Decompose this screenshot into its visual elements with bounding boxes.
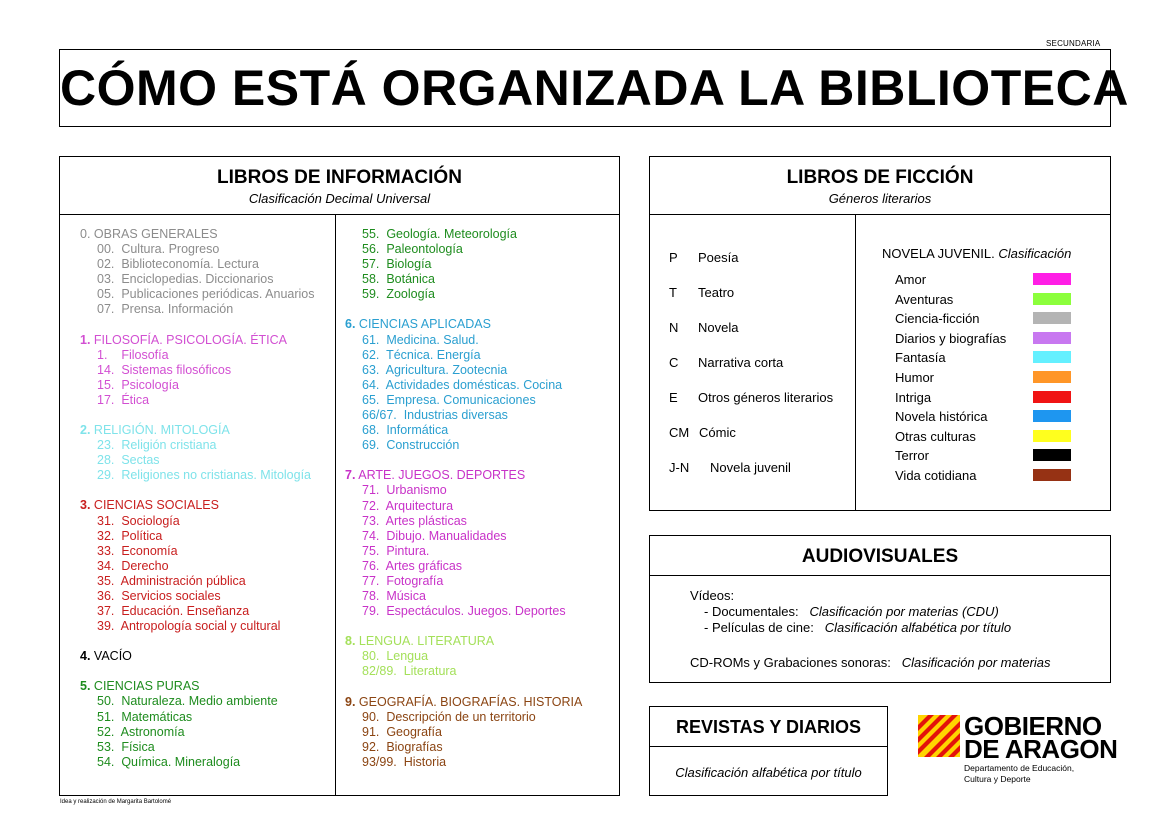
genre-item (669, 390, 833, 405)
genre-label: Narrativa corta (698, 355, 784, 370)
cdu-subcategory: 64. Actividades domésticas. Cocina (362, 377, 563, 392)
cdu-subcategory: 91. Geografía (362, 724, 442, 739)
cdu-category-label: CIENCIAS APLICADAS (358, 317, 491, 332)
group-gap (345, 680, 615, 695)
cdu-subcategory: 82/89. Literatura (362, 664, 457, 679)
cdu-category-number: 3. (80, 498, 91, 513)
genre-item (669, 285, 734, 300)
genre-item (669, 460, 791, 475)
genre-label: Otros géneros literarios (698, 390, 834, 405)
cdu-subcategory: 73. Artes plásticas (362, 513, 467, 528)
novela-type-label: Aventuras (895, 291, 954, 307)
novela-type-item (895, 368, 1075, 387)
title-box (59, 49, 1129, 127)
genre-item (669, 250, 738, 265)
group-gap (345, 619, 615, 634)
color-swatch (1033, 273, 1071, 285)
color-swatch (1033, 410, 1071, 422)
cdu-category (80, 679, 330, 694)
genre-label: Cómic (699, 425, 736, 440)
cdu-subcategory: 56. Paleontología (362, 242, 463, 257)
cdu-category (345, 634, 615, 649)
magazines-panel (649, 706, 888, 796)
cdu-subcategory: 53. Física (97, 739, 155, 754)
color-swatch (1033, 430, 1071, 442)
cdu-subcategory: 02. Biblioteconomía. Lectura (97, 257, 259, 272)
color-swatch (1033, 449, 1071, 461)
cdu-category-label: CIENCIAS SOCIALES (93, 498, 219, 513)
cdu-category (80, 498, 330, 513)
cdu-subcategory: 37. Educación. Enseñanza (97, 604, 250, 619)
novela-type-label: Intriga (895, 389, 932, 405)
cdu-subcategory: 23. Religión cristiana (97, 438, 217, 453)
cdu-category-number: 5. (80, 679, 91, 694)
cdu-subcategory: 69. Construcción (362, 438, 460, 453)
novela-type-item (895, 270, 1075, 289)
cdu-subcategory: 65. Empresa. Comunicaciones (362, 392, 536, 407)
fiction-books-panel (649, 156, 1111, 511)
cdu-category-label: OBRAS GENERALES (93, 227, 218, 241)
magazines-title: REVISTAS Y DIARIOS (675, 717, 862, 737)
cdu-subcategory: 61. Medicina. Salud. (362, 332, 479, 347)
info-books-header (60, 157, 619, 215)
novela-heading-italic: Clasificación (998, 246, 1072, 261)
cdu-subcategory: 17. Ética (97, 392, 150, 407)
fiction-books-header (650, 157, 1110, 215)
novela-type-item (895, 466, 1075, 485)
cdu-category-label: ARTE. JUEGOS. DEPORTES (358, 468, 526, 483)
cdu-subcategory: 34. Derecho (97, 558, 169, 573)
cdu-subcategory: 63. Agricultura. Zootecnia (362, 362, 508, 377)
cdu-subcategory: 50. Naturaleza. Medio ambiente (97, 694, 278, 709)
cdrom-line (690, 655, 1051, 670)
cdu-subcategory: 15. Psicología (97, 377, 179, 392)
novela-type-label: Vida cotidiana (895, 468, 977, 483)
videos-label: Vídeos: (690, 588, 735, 603)
color-swatch (1033, 293, 1071, 305)
genre-label: Novela juvenil (710, 460, 791, 475)
genre-item (669, 425, 736, 440)
cdu-subcategory: 68. Informática (362, 423, 449, 438)
cdu-subcategory: 52. Astronomía (97, 724, 185, 739)
color-swatch (1033, 469, 1071, 481)
novela-type-item (895, 309, 1075, 328)
cdu-subcategory: 00. Cultura. Progreso (97, 242, 220, 257)
cdu-subcategory: 66/67. Industrias diversas (362, 408, 508, 423)
logo-department-line2: Cultura y Deporte (964, 774, 1031, 784)
genre-item (669, 320, 738, 335)
cdu-subcategory: 54. Química. Mineralogía (97, 754, 241, 769)
genre-code: CM (669, 425, 690, 440)
cdu-subcategory: 74. Dibujo. Manualidades (362, 528, 507, 543)
cdu-category (345, 468, 615, 483)
novela-type-item (895, 388, 1075, 407)
group-gap (80, 318, 330, 333)
novela-type-label: Ciencia-ficción (895, 311, 980, 327)
logo-department-line1: Departamento de Educación, (964, 763, 1075, 773)
cdu-subcategory: 39. Antropología social y cultural (97, 619, 281, 634)
fiction-books-subtitle: Géneros literarios (828, 191, 932, 206)
cdrom-value: Clasificación por materias (901, 655, 1051, 670)
group-gap (80, 634, 330, 649)
cdu-subcategory: 07. Prensa. Información (97, 302, 234, 317)
group-gap (80, 664, 330, 679)
cdu-subcategory: 03. Enciclopedias. Diccionarios (97, 272, 274, 287)
genre-code: P (669, 250, 678, 265)
cdu-subcategory: 59. Zoología (362, 287, 435, 302)
fiction-divider (855, 215, 856, 510)
cdu-subcategory: 93/99. Historia (362, 754, 447, 769)
cdu-category-number: 7. (345, 468, 356, 483)
cdrom-label: CD-ROMs y Grabaciones sonoras: (690, 655, 891, 670)
novela-type-item (895, 446, 1075, 465)
cdu-category (80, 649, 330, 664)
column-divider (335, 215, 336, 795)
cdu-category-number: 1. (80, 332, 91, 347)
novela-type-label: Otras culturas (895, 428, 976, 444)
cdu-subcategory: 1. Filosofía (97, 347, 169, 362)
novela-type-label: Terror (895, 448, 929, 464)
color-swatch (1033, 312, 1071, 324)
cdu-category-number: 6. (345, 317, 356, 332)
group-gap (345, 302, 615, 317)
cdu-category-number: 4. (80, 649, 91, 664)
cdu-category-label: FILOSOFÍA. PSICOLOGÍA. ÉTICA (93, 332, 288, 347)
genre-code: J-N (669, 460, 690, 475)
group-gap (80, 408, 330, 423)
genre-label: Teatro (698, 285, 735, 300)
cdu-category (80, 333, 330, 348)
cdu-subcategory: 31. Sociología (97, 513, 180, 528)
cdu-category-label: GEOGRAFÍA. BIOGRAFÍAS. HISTORIA (358, 694, 583, 709)
cdu-category-label: RELIGIÓN. MITOLOGÍA (93, 423, 230, 438)
novela-heading-text: NOVELA JUVENIL. (882, 246, 995, 261)
genre-label: Novela (698, 320, 739, 335)
color-swatch (1033, 391, 1071, 403)
peliculas-line (704, 620, 1011, 635)
documentales-value: Clasificación por materias (CDU) (809, 604, 999, 619)
genre-code: N (669, 320, 679, 335)
cdu-subcategory: 51. Matemáticas (97, 709, 193, 724)
cdu-category-number: 0. (80, 227, 91, 241)
peliculas-label: - Películas de cine: (704, 620, 814, 635)
novela-type-item (895, 407, 1075, 426)
audiovisual-header (650, 536, 1110, 576)
cdu-subcategory: 29. Religiones no cristianas. Mitología (97, 468, 312, 483)
cdu-category-number: 8. (345, 634, 356, 649)
cdu-subcategory: 36. Servicios sociales (97, 588, 221, 603)
info-books-subtitle: Clasificación Decimal Universal (248, 191, 431, 206)
cdu-subcategory: 28. Sectas (97, 453, 160, 468)
cdu-subcategory: 32. Política (97, 528, 163, 543)
cdu-right-column (345, 227, 615, 770)
cdu-subcategory: 55. Geología. Meteorología (362, 227, 517, 241)
cdu-subcategory: 71. Urbanismo (362, 483, 447, 498)
novela-type-label: Novela histórica (895, 409, 988, 425)
level-tag: SECUNDARIA (1046, 39, 1101, 48)
novela-type-label: Fantasía (895, 350, 946, 366)
cdu-subcategory: 76. Artes gráficas (362, 558, 463, 573)
peliculas-value: Clasificación alfabética por título (824, 620, 1012, 635)
novela-type-item (895, 427, 1075, 446)
cdu-subcategory: 79. Espectáculos. Juegos. Deportes (362, 604, 566, 619)
audiovisual-title: AUDIOVISUALES (801, 546, 959, 567)
genre-label: Poesía (698, 250, 739, 265)
audiovisual-panel (649, 535, 1111, 683)
cdu-subcategory: 58. Botánica (362, 272, 435, 287)
cdu-category-label: CIENCIAS PURAS (93, 679, 200, 694)
cdu-category-label: VACÍO (93, 649, 132, 664)
novela-type-item (895, 348, 1075, 367)
genre-code: T (669, 285, 677, 300)
novela-type-item (895, 290, 1075, 309)
magazines-header (650, 707, 887, 747)
documentales-line (704, 604, 999, 619)
genre-code: C (669, 355, 679, 370)
fiction-books-title: LIBROS DE FICCIÓN (786, 167, 974, 188)
color-swatch (1033, 332, 1071, 344)
novela-type-item (895, 329, 1075, 348)
info-books-title: LIBROS DE INFORMACIÓN (217, 167, 462, 188)
color-swatch (1033, 351, 1071, 363)
genre-code: E (669, 390, 678, 405)
cdu-subcategory: 05. Publicaciones periódicas. Anuarios (97, 287, 315, 302)
cdu-subcategory: 80. Lengua (362, 649, 429, 664)
novela-type-label: Amor (895, 272, 927, 287)
cdu-category (345, 317, 615, 332)
cdu-subcategory: 33. Economía (97, 543, 178, 558)
cdu-subcategory: 57. Biología (362, 257, 432, 272)
cdu-subcategory: 62. Técnica. Energía (362, 347, 481, 362)
cdu-subcategory: 14. Sistemas filosóficos (97, 362, 232, 377)
group-gap (80, 483, 330, 498)
group-gap (345, 453, 615, 468)
cdu-category-label: LENGUA. LITERATURA (358, 634, 495, 649)
cdu-left-column (80, 227, 330, 770)
logo-line2: DE ARAGON (964, 734, 1118, 764)
cdu-category (345, 695, 615, 710)
info-books-panel (59, 156, 620, 796)
cdu-subcategory: 35. Administración pública (97, 573, 246, 588)
cdu-category (80, 423, 330, 438)
genre-item (669, 355, 783, 370)
color-swatch (1033, 371, 1071, 383)
credit-note: Idea y realización de Margarita Bartolomé (60, 799, 172, 805)
cdu-category-number: 2. (80, 423, 91, 438)
logo-line1: GOBIERNO (964, 711, 1102, 741)
cdu-subcategory: 75. Pintura. (362, 543, 430, 558)
documentales-label: - Documentales: (704, 604, 799, 619)
novela-juvenil-heading (882, 246, 1071, 261)
novela-type-label: Diarios y biografías (895, 330, 1007, 346)
cdu-category-number: 9. (345, 694, 356, 709)
cdu-category (80, 227, 330, 242)
aragon-flag-icon (918, 715, 960, 757)
novela-type-label: Humor (895, 370, 935, 385)
gobierno-aragon-logo (918, 711, 1118, 793)
cdu-subcategory: 78. Música (362, 589, 426, 604)
page-title: CÓMO ESTÁ ORGANIZADA LA BIBLIOTECA (60, 60, 1129, 116)
cdu-subcategory: 92. Biografías (362, 739, 443, 754)
magazines-classification: Clasificación alfabética por título (675, 765, 862, 780)
cdu-subcategory: 77. Fotografía (362, 573, 444, 588)
cdu-subcategory: 90. Descripción de un territorio (362, 709, 536, 724)
cdu-subcategory: 72. Arquitectura (362, 498, 454, 513)
